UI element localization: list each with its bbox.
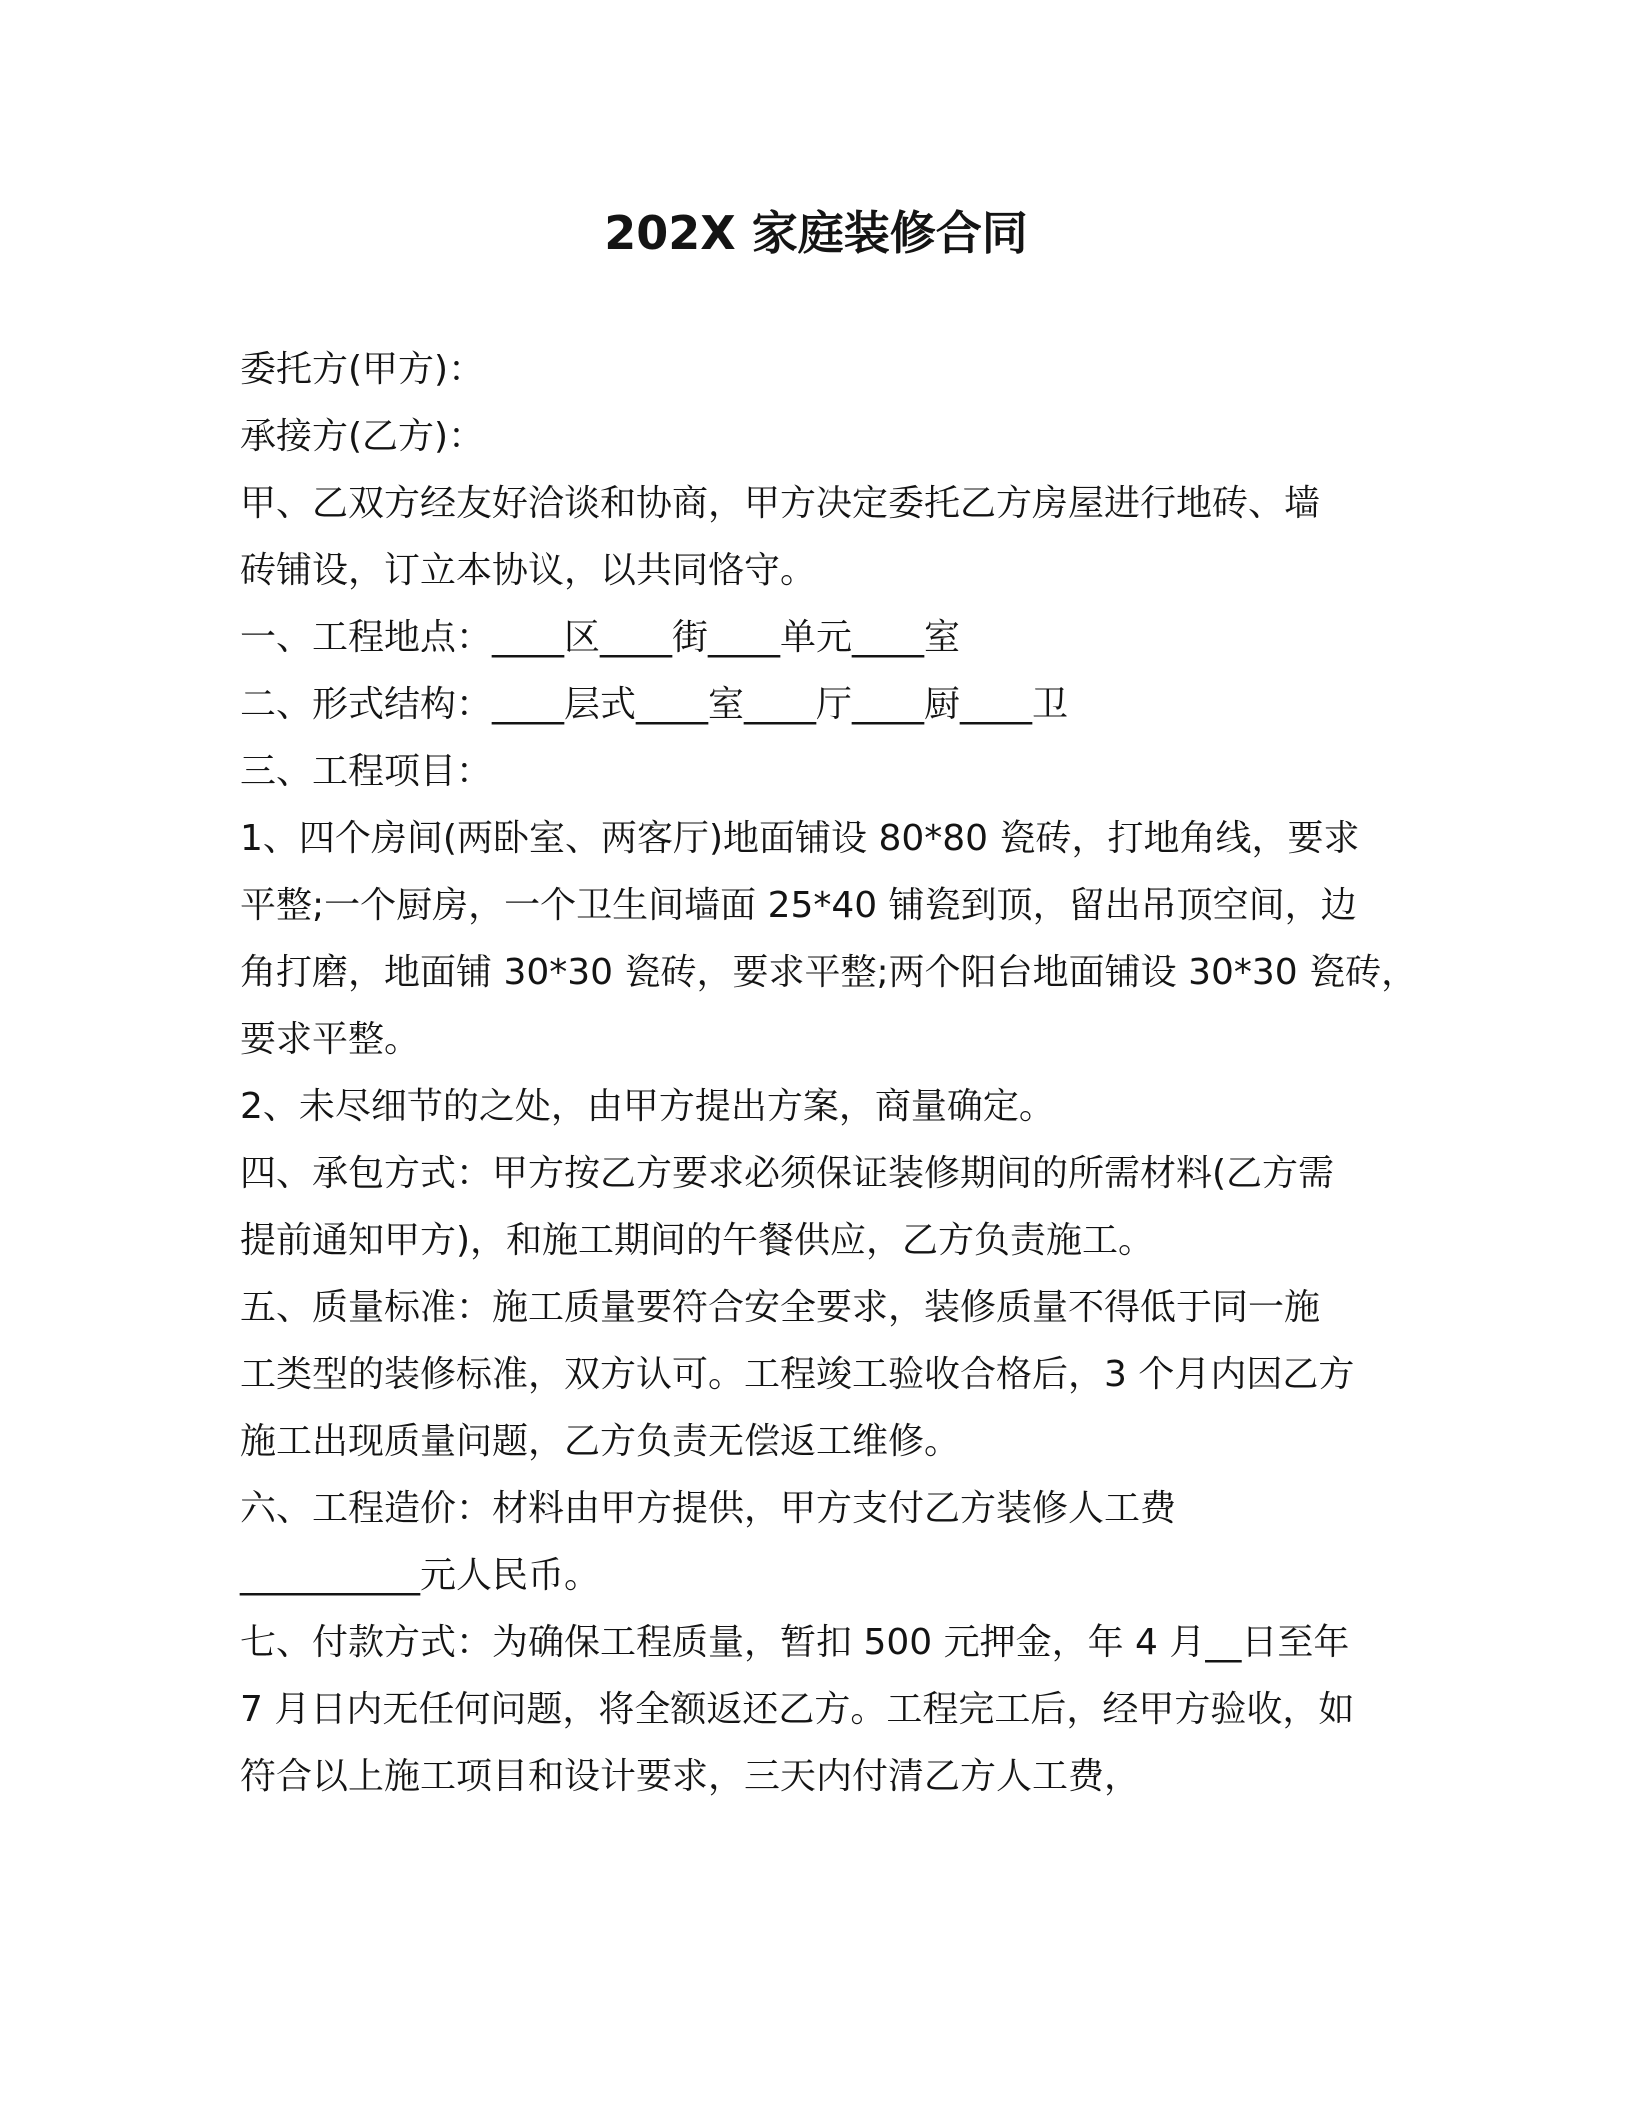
clause-6-line-2: __________元人民币。 xyxy=(240,1555,601,1596)
clause-4-line-2: 提前通知甲方)，和施工期间的午餐供应，乙方负责施工。 xyxy=(240,1220,1155,1261)
clause-7-line-2: 7 月日内无任何问题，将全额返还乙方。工程完工后，经甲方验收，如 xyxy=(240,1689,1355,1730)
clause-7-line-3: 符合以上施工项目和设计要求，三天内付清乙方人工费， xyxy=(240,1756,1141,1797)
clause-1-location: 一、工程地点：____区____街____单元____室 xyxy=(240,617,961,658)
clause-3-item-1-line-2: 平整;一个厨房，一个卫生间墙面 25*40 铺瓷到顶，留出吊顶空间，边 xyxy=(240,885,1357,926)
clause-3-item-1-line-4: 要求平整。 xyxy=(240,1019,421,1060)
clause-3-item-1-line-1: 1、四个房间(两卧室、两客厅)地面铺设 80*80 瓷砖，打地角线，要求 xyxy=(240,818,1360,859)
clause-6-line-1: 六、工程造价：材料由甲方提供，甲方支付乙方装修人工费 xyxy=(240,1488,1177,1529)
intro-line-2: 砖铺设，订立本协议，以共同恪守。 xyxy=(240,550,817,591)
clause-7-line-1: 七、付款方式：为确保工程质量，暂扣 500 元押金，年 4 月__日至年 xyxy=(240,1622,1350,1663)
document-body xyxy=(240,336,1420,1810)
clause-2-structure: 二、形式结构：____层式____室____厅____厨____卫 xyxy=(240,684,1069,725)
clause-3-item-1-line-3: 角打磨，地面铺 30*30 瓷砖，要求平整;两个阳台地面铺设 30*30 瓷砖， xyxy=(240,952,1418,993)
clause-4-line-1: 四、承包方式：甲方按乙方要求必须保证装修期间的所需材料(乙方需 xyxy=(240,1153,1335,1194)
party-a-line: 委托方(甲方)： xyxy=(240,349,485,390)
party-b-line: 承接方(乙方)： xyxy=(240,416,485,457)
clause-3-item-2: 2、未尽细节的之处，由甲方提出方案，商量确定。 xyxy=(240,1086,1055,1127)
clause-5-line-3: 施工出现质量问题，乙方负责无偿返工维修。 xyxy=(240,1421,961,1462)
clause-5-line-1: 五、质量标准：施工质量要符合安全要求，装修质量不得低于同一施 xyxy=(240,1287,1321,1328)
document-title: 202X 家庭装修合同 xyxy=(604,206,1028,260)
clause-3-heading: 三、工程项目： xyxy=(240,751,493,792)
intro-line-1: 甲、乙双方经友好洽谈和协商，甲方决定委托乙方房屋进行地砖、墙 xyxy=(240,483,1321,524)
clause-5-line-2: 工类型的装修标准，双方认可。工程竣工验收合格后，3 个月内因乙方 xyxy=(240,1354,1355,1395)
